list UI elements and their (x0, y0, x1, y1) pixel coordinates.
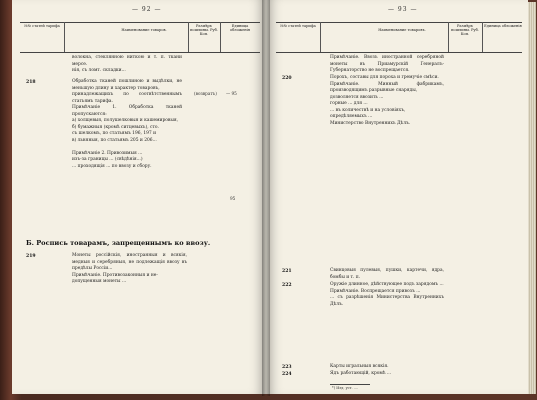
left-page (12, 0, 266, 394)
item-number: 220 (282, 76, 292, 81)
header-col-goods: Наименование товаровъ. (378, 28, 426, 32)
item-number: 222 (282, 283, 292, 288)
rule-header-left (20, 52, 260, 53)
rule-top-right (276, 22, 522, 23)
col-divider (320, 22, 321, 52)
table-header-right (266, 24, 528, 54)
book-spread (10, 0, 530, 398)
col-divider (188, 22, 189, 52)
rate-label: 95 (230, 196, 236, 201)
page-number-left: — 92 — (132, 6, 162, 13)
item-219-text: Монеты россійскія, иностранныя и всякія, медныя и серебряныя, не подлежащія ввозу въ предѣлы Россіи... Примѣчаніе. Противозаконныя и не- допущенныя монеты ... (72, 253, 187, 284)
page-edges (528, 2, 536, 394)
rate-label: (возвратъ) (194, 91, 217, 96)
item-number: 224 (282, 372, 292, 377)
footnote: *) Изд. уст. .... (332, 386, 359, 390)
col-divider (220, 22, 221, 52)
header-col-number: №№ статей тарифа (24, 24, 60, 28)
item-218-text: Обработка тканей пошлиною и выдѣлки, не меньшую длину и характер товаровъ, принадлежащихъ по соотвѣтственнымъ статьямъ тарифа. Примѣчаніе 1. Обработка тканей пропускаются: а) холщевыя, полушелковыя и кашемировыя, б) бумажныя (кромѣ ситцевыхъ), сто. съ шелкомъ, по статьямъ 196, 197 и в) льняныя, по статьямъ 205 и 206... Примѣчаніе 2. Привозимыя ... изъ-за границы ... (свѣдѣнія...) ... проходящія ... по ввозу и сбору. (72, 79, 182, 169)
col-divider (64, 22, 65, 52)
rule-header-right (276, 52, 522, 53)
col-divider (482, 22, 483, 52)
header-col-goods: Наименование товаров. (121, 28, 167, 32)
book-gutter (262, 0, 270, 396)
item-number: 223 (282, 365, 292, 370)
header-col-rate2: Единица обложенія (484, 24, 522, 28)
footnote-rule (330, 384, 370, 385)
section-heading: Б. Роспись товарамъ, запрещеннымъ ко ввозу. (26, 239, 211, 247)
rule-top-left (20, 22, 260, 23)
right-text-intro: Примѣчаніе. Ввозъ иностранной серебряной монеты въ Приамурскій Генералъ-Губернаторство не воспрещается. (330, 55, 444, 73)
right-page (266, 0, 528, 394)
item-222-text: Оружіе длинное, дѣйствующее подъ зарядомъ ... Примѣчаніе. Воспрещается привозъ ... ... съ разрѣшенія Министерства Внутреннихъ Дѣлъ. (330, 282, 444, 307)
header-col-rate2: Единица обложенія (229, 24, 251, 33)
col-divider (448, 22, 449, 52)
header-col-number: №№ статей тарифа (280, 24, 316, 28)
header-col-rate: Размѣръ пошлины. Руб. Коп. (190, 24, 218, 37)
item-number: 219 (26, 254, 36, 259)
rate-label: — 95 (226, 91, 237, 96)
item-number: 218 (26, 80, 36, 85)
left-text-intro: волокна, стеклянною ниткою и т. п. ткани мерсе. нія, съ ломт. складки... (72, 55, 182, 73)
item-224-text: Ядъ работающій, кромѣ ... (330, 371, 392, 376)
page-number-right: — 93 — (388, 6, 418, 13)
item-221-text: Свинцовыя пулевыя, пушки, картечи, ядра, бомбы и т. п. (330, 268, 444, 280)
item-number: 221 (282, 269, 292, 274)
header-col-rate: Размѣръ пошлины. Руб. Коп. (451, 24, 479, 37)
item-220-text: Порохъ, составы для пороха и гремучіе смѣси. Примѣчаніе. Минный фабрикамъ, производящимъ разрывные снаряды, дозволяется ввозить ... горные ... для ... ... въ количествѣ и на условіяхъ, опредѣляемыхъ ... Министерство Внутреннихъ Дѣлъ. (330, 75, 444, 126)
table-header-left (12, 24, 266, 54)
item-223-text: Карты игральныя всякія. (330, 364, 389, 369)
